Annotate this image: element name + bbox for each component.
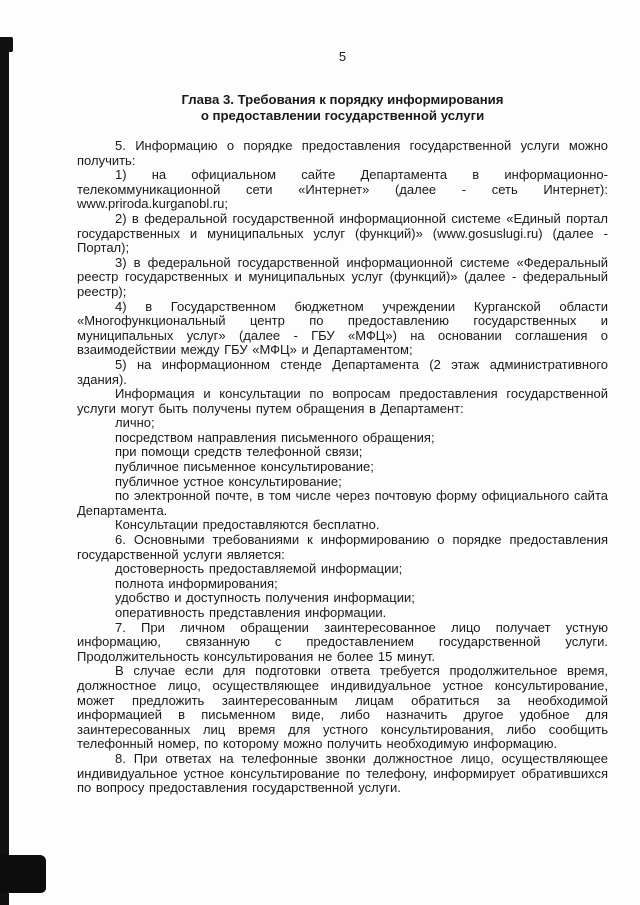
paragraph: 4) в Государственном бюджетном учреждении Курганской области «Многофункциональный центр по предоставлению государственных и муниципальных услуг» (далее - ГБУ «МФЦ») на основании соглашения о взаимодействии между ГБУ «МФЦ» и Департаментом; (77, 298, 608, 358)
paragraph: публичное устное консультирование; (115, 473, 342, 489)
paragraph: при помощи средств телефонной связи; (115, 444, 363, 460)
paragraph: 7. При личном обращении заинтересованное лицо получает устную информацию, связанную с предоставлением государственной услуги. Продолжительность консультирования не более 15 минут. (77, 619, 608, 664)
paragraph: Информация и консультации по вопросам предоставления государственной услуги могут быть получены путем обращения в Департамент: (77, 386, 608, 416)
paragraph: Консультации предоставляются бесплатно. (115, 517, 380, 533)
chapter-heading (77, 92, 608, 124)
page-content (77, 0, 608, 796)
paragraph: 1) на официальном сайте Департамента в информационно-телекоммуникационной сети «Интернет» (далее - сеть Интернет): www.priroda.kurganobl.ru; (77, 167, 608, 212)
paragraph: 5. Информацию о порядке предоставления государственной услуги можно получить: (77, 138, 608, 168)
page-number: 5 (338, 49, 347, 64)
paragraph: 3) в федеральной государственной информационной системе «Федеральный реестр государственных и муниципальных услуг (функций)» (далее - федеральный реестр); (77, 254, 608, 299)
scan-artifact-bottom-blob (0, 855, 46, 893)
paragraph: оперативность представления информации. (115, 605, 387, 620)
paragraph: лично; (115, 415, 155, 431)
paragraph: полнота информирования; (115, 575, 278, 591)
document-body (77, 139, 608, 796)
paragraph: публичное письменное консультирование; (115, 459, 374, 475)
paragraph: 2) в федеральной государственной информационной системе «Единый портал государственных и муниципальных услуг (функций)» (www.gosuslugi.ru) (далее - Портал); (77, 210, 608, 256)
paragraph: по электронной почте, в том числе через почтовую форму официального сайта Департамента. (77, 488, 608, 518)
paragraph: посредством направления письменного обращения; (115, 429, 435, 445)
paragraph: В случае если для подготовки ответа требуется продолжительное время, должностное лицо, осуществляющее индивидуальное устное консультирование, может предложить заинтересованным лицам обратиться за необходимой информацией в письменном виде, либо назначить другое удобное для заинтересованных лиц время для устного консультирования, либо сообщить телефонный номер, по которому можно получить необходимую информацию. (77, 663, 608, 752)
chapter-heading-line-2: о предоставлении государственной услуги (200, 108, 485, 123)
chapter-heading-line-1: Глава 3. Требования к порядку информирования (181, 92, 504, 107)
paragraph: достоверность предоставляемой информации; (115, 561, 403, 577)
scan-artifact-left-bar (0, 37, 9, 905)
scan-artifact-top-notch (0, 37, 13, 52)
paragraph: 6. Основными требованиями к информированию о порядке предоставления государственной услуги является: (77, 532, 608, 562)
paragraph: 5) на информационном стенде Департамента (2 этаж административного здания). (77, 356, 608, 387)
paragraph: 8. При ответах на телефонные звонки должностное лицо, осуществляющее индивидуальное устное консультирование по телефону, информирует обратившихся по вопросу предоставления государственной услуги. (77, 750, 608, 796)
paragraph: удобство и доступность получения информации; (115, 590, 415, 606)
